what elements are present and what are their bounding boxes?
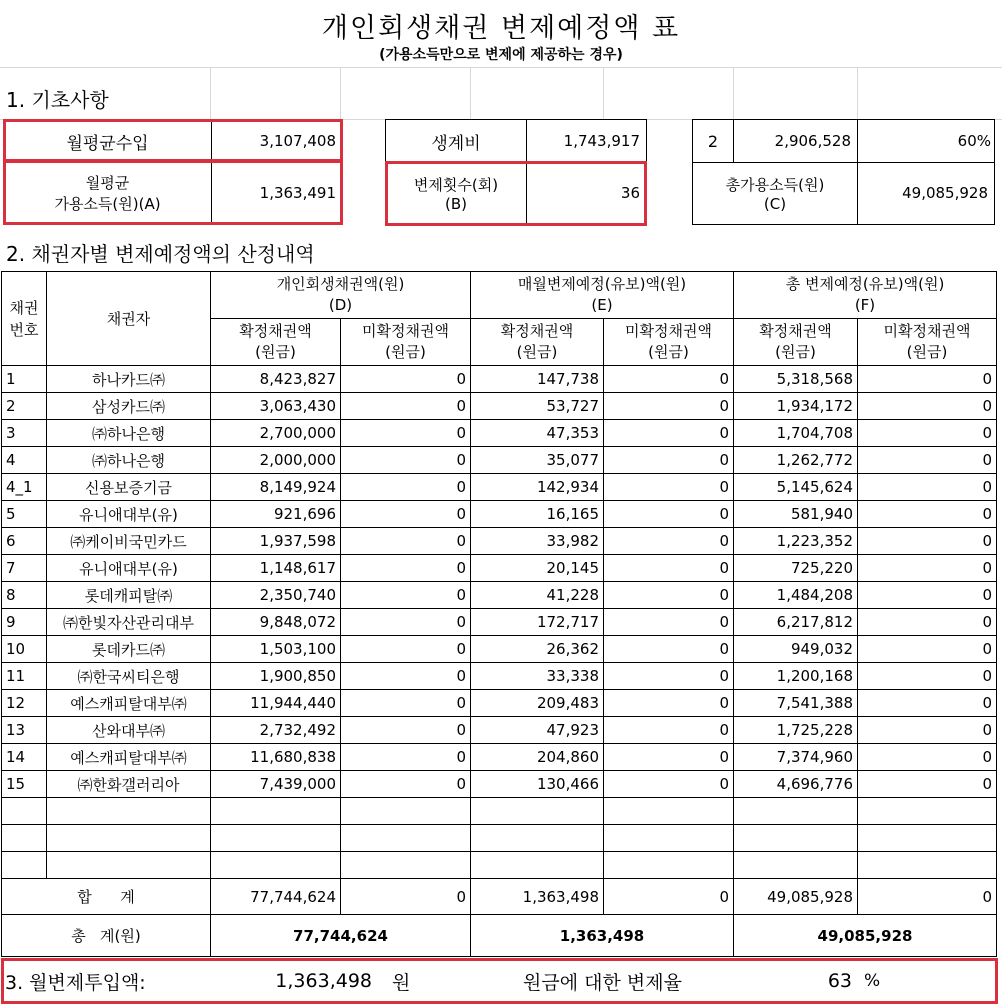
row-number: 6 (2, 528, 47, 555)
amount-cell: 6,217,812 (734, 609, 858, 636)
amount-cell: 1,484,208 (734, 582, 858, 609)
amount-cell: 33,338 (471, 663, 604, 690)
table-row (2, 771, 997, 798)
amount-cell: 0 (604, 636, 734, 663)
monthly-payment-footer (1, 958, 998, 1004)
creditor-name: 롯데캐피탈㈜ (47, 582, 211, 609)
amount-cell: 0 (341, 636, 471, 663)
amount-cell: 0 (341, 447, 471, 474)
living-label: 생계비 (431, 133, 481, 154)
total-avail-box (692, 119, 995, 225)
section-basic-title: 1. 기초사항 (6, 88, 109, 112)
row-number: 9 (2, 609, 47, 636)
gridline (210, 67, 211, 120)
amount-cell: 725,220 (734, 555, 858, 582)
amount-cell: 0 (604, 447, 734, 474)
header-monthly-repay: 매월변제예정(유보)액(원) (E) (471, 272, 734, 319)
amount-cell: 47,923 (471, 717, 604, 744)
amount-cell: 147,738 (471, 366, 604, 393)
table-row (2, 393, 997, 420)
amount-cell: 53,727 (471, 393, 604, 420)
amount-cell: 1,223,352 (734, 528, 858, 555)
creditor-name: 유니애대부(유) (47, 555, 211, 582)
total-avail-label-line1: 총가용소득(원) (725, 175, 825, 194)
header-total-repay: 총 변제예정(유보)액(원) (F) (734, 272, 997, 319)
table-row (2, 447, 997, 474)
amount-cell: 2,350,740 (211, 582, 341, 609)
row-number: 2 (2, 393, 47, 420)
row-number: 5 (2, 501, 47, 528)
family-count: 2 (707, 131, 719, 151)
living-box (385, 119, 647, 225)
table-row (2, 636, 997, 663)
amount-cell: 7,374,960 (734, 744, 858, 771)
gridline (340, 67, 341, 120)
header-claim-amount: 개인회생채권액(원) (D) (211, 272, 471, 319)
gridline (0, 67, 1002, 68)
amount-cell: 11,944,440 (211, 690, 341, 717)
creditor-name: 하나카드㈜ (47, 366, 211, 393)
row-number: 8 (2, 582, 47, 609)
sub-header-confirmed: 확정채권액 (원금) (471, 319, 604, 366)
monthly-payment-label: 3. 월변제투입액: (5, 971, 146, 994)
amount-cell: 0 (858, 393, 997, 420)
amount-cell: 0 (341, 663, 471, 690)
amount-cell: 0 (341, 501, 471, 528)
amount-cell: 1,934,172 (734, 393, 858, 420)
amount-cell: 0 (604, 501, 734, 528)
header-number: 채권 번호 (2, 272, 47, 366)
total-avail-label-line2: (C) (763, 194, 787, 213)
amount-cell: 581,940 (734, 501, 858, 528)
amount-cell: 9,848,072 (211, 609, 341, 636)
family-percent: 60% (957, 132, 991, 150)
amount-cell: 11,680,838 (211, 744, 341, 771)
amount-cell: 1,900,850 (211, 663, 341, 690)
amount-cell: 8,149,924 (211, 474, 341, 501)
amount-cell: 1,148,617 (211, 555, 341, 582)
amount-cell: 16,165 (471, 501, 604, 528)
income-box (3, 119, 343, 225)
amount-cell: 5,318,568 (734, 366, 858, 393)
table-row (2, 717, 997, 744)
gridline (470, 67, 471, 120)
amount-cell: 0 (604, 528, 734, 555)
amount-cell: 130,466 (471, 771, 604, 798)
living-value: 1,743,917 (563, 132, 640, 150)
creditor-name: ㈜한국씨티은행 (47, 663, 211, 690)
amount-cell: 0 (341, 690, 471, 717)
sub-header-unconfirmed: 미확정채권액 (원금) (604, 319, 734, 366)
sub-header-confirmed: 확정채권액 (원금) (211, 319, 341, 366)
avail-income-value: 1,363,491 (259, 184, 336, 202)
amount-cell: 0 (858, 474, 997, 501)
amount-cell: 0 (341, 393, 471, 420)
amount-cell: 20,145 (471, 555, 604, 582)
section-calc-title: 2. 채권자별 변제예정액의 산정내역 (6, 242, 315, 266)
amount-cell: 3,063,430 (211, 393, 341, 420)
monthly-income-label: 월평균수입 (66, 133, 149, 154)
amount-cell: 41,228 (471, 582, 604, 609)
monthly-income-value: 3,107,408 (259, 132, 336, 150)
amount-cell: 47,353 (471, 420, 604, 447)
amount-cell: 0 (858, 420, 997, 447)
amount-cell: 7,439,000 (211, 771, 341, 798)
amount-cell: 172,717 (471, 609, 604, 636)
table-row (2, 744, 997, 771)
amount-cell: 33,982 (471, 528, 604, 555)
amount-cell: 0 (858, 528, 997, 555)
row-number: 7 (2, 555, 47, 582)
amount-cell: 0 (858, 690, 997, 717)
row-number: 11 (2, 663, 47, 690)
avail-income-label-line1: 월평균 (85, 174, 130, 192)
amount-cell: 1,725,228 (734, 717, 858, 744)
creditor-name: ㈜하나은행 (47, 447, 211, 474)
family-amount: 2,906,528 (774, 132, 851, 150)
table-row (2, 555, 997, 582)
amount-cell: 0 (858, 717, 997, 744)
row-number: 4 (2, 447, 47, 474)
amount-cell: 0 (604, 690, 734, 717)
creditor-name: 신용보증기금 (47, 474, 211, 501)
amount-cell: 0 (858, 744, 997, 771)
avail-income-label-line2: 가용소득(원)(A) (54, 195, 161, 213)
amount-cell: 209,483 (471, 690, 604, 717)
amount-cell: 0 (858, 447, 997, 474)
amount-cell: 0 (341, 528, 471, 555)
table-row (2, 663, 997, 690)
amount-cell: 921,696 (211, 501, 341, 528)
table-row (2, 420, 997, 447)
amount-cell: 949,032 (734, 636, 858, 663)
repay-count-label-line1: 변제횟수(회) (413, 175, 499, 194)
header-creditor: 채권자 (47, 272, 211, 366)
amount-cell: 1,937,598 (211, 528, 341, 555)
amount-cell: 0 (604, 420, 734, 447)
creditor-name: ㈜케이비국민카드 (47, 528, 211, 555)
row-number: 4_1 (2, 474, 47, 501)
sum-row: 합 계 77,744,624 0 1,363,498 0 49,085,928 0 (2, 879, 997, 915)
creditor-name: 산와대부㈜ (47, 717, 211, 744)
amount-cell: 0 (341, 744, 471, 771)
amount-cell: 0 (604, 744, 734, 771)
repay-ratio-value: 63 (827, 970, 852, 992)
amount-cell: 7,541,388 (734, 690, 858, 717)
monthly-payment-unit: 원 (392, 971, 411, 994)
amount-cell: 0 (858, 555, 997, 582)
row-number: 1 (2, 366, 47, 393)
amount-cell: 26,362 (471, 636, 604, 663)
table-row (2, 582, 997, 609)
row-number: 3 (2, 420, 47, 447)
row-number: 10 (2, 636, 47, 663)
page-title: 개인회생채권 변제예정액 표 (321, 13, 681, 44)
monthly-payment-amount: 1,363,498 (275, 970, 372, 992)
sub-header-confirmed: 확정채권액 (원금) (734, 319, 858, 366)
repay-ratio-label: 원금에 대한 변제율 (523, 971, 682, 994)
amount-cell: 0 (858, 366, 997, 393)
amount-cell: 4,696,776 (734, 771, 858, 798)
sum-label: 합 계 (2, 879, 211, 915)
amount-cell: 0 (341, 717, 471, 744)
amount-cell: 0 (604, 474, 734, 501)
creditor-name: 예스캐피탈대부㈜ (47, 690, 211, 717)
amount-cell: 35,077 (471, 447, 604, 474)
amount-cell: 0 (341, 474, 471, 501)
repay-ratio-percent: % (864, 971, 881, 991)
creditor-name: 삼성카드㈜ (47, 393, 211, 420)
amount-cell: 0 (604, 393, 734, 420)
amount-cell: 0 (858, 609, 997, 636)
amount-cell: 0 (341, 582, 471, 609)
amount-cell: 5,145,624 (734, 474, 858, 501)
table-row (2, 366, 997, 393)
amount-cell: 0 (858, 582, 997, 609)
amount-cell: 1,200,168 (734, 663, 858, 690)
amount-cell: 0 (341, 609, 471, 636)
table-row (2, 690, 997, 717)
sub-header-unconfirmed: 미확정채권액 (원금) (341, 319, 471, 366)
row-number: 12 (2, 690, 47, 717)
amount-cell: 0 (341, 555, 471, 582)
creditor-name: 롯데카드㈜ (47, 636, 211, 663)
repay-count-value: 36 (620, 184, 640, 202)
amount-cell: 0 (341, 771, 471, 798)
amount-cell: 0 (858, 771, 997, 798)
amount-cell: 0 (604, 366, 734, 393)
amount-cell: 0 (858, 663, 997, 690)
amount-cell: 0 (858, 636, 997, 663)
amount-cell: 8,423,827 (211, 366, 341, 393)
amount-cell: 2,732,492 (211, 717, 341, 744)
creditor-table (1, 271, 997, 957)
creditor-name: ㈜하나은행 (47, 420, 211, 447)
repay-count-label-line2: (B) (445, 194, 467, 213)
amount-cell: 204,860 (471, 744, 604, 771)
row-number: 14 (2, 744, 47, 771)
creditor-name: ㈜한빛자산관리대부 (47, 609, 211, 636)
sub-header-unconfirmed: 미확정채권액 (원금) (858, 319, 997, 366)
creditor-name: 유니애대부(유) (47, 501, 211, 528)
total-avail-value: 49,085,928 (902, 184, 988, 202)
amount-cell: 1,704,708 (734, 420, 858, 447)
amount-cell: 2,000,000 (211, 447, 341, 474)
gridline (733, 67, 734, 120)
amount-cell: 2,700,000 (211, 420, 341, 447)
amount-cell: 0 (341, 366, 471, 393)
amount-cell: 0 (604, 663, 734, 690)
amount-cell: 0 (341, 420, 471, 447)
grand-total-label: 총 계(원) (2, 915, 211, 957)
table-row (2, 528, 997, 555)
row-number: 13 (2, 717, 47, 744)
creditor-name: 예스캐피탈대부㈜ (47, 744, 211, 771)
amount-cell: 1,262,772 (734, 447, 858, 474)
amount-cell: 1,503,100 (211, 636, 341, 663)
grand-total-row: 총 계(원) 77,744,624 1,363,498 49,085,928 (2, 915, 997, 957)
amount-cell: 0 (604, 771, 734, 798)
table-row (2, 474, 997, 501)
gridline (603, 67, 604, 120)
amount-cell: 0 (604, 582, 734, 609)
amount-cell: 0 (604, 609, 734, 636)
page-subtitle: (가용소득만으로 변제에 제공하는 경우) (379, 47, 623, 63)
table-row (2, 501, 997, 528)
gridline (857, 67, 858, 120)
row-number: 15 (2, 771, 47, 798)
amount-cell: 142,934 (471, 474, 604, 501)
amount-cell: 0 (604, 555, 734, 582)
creditor-name: ㈜한화갤러리아 (47, 771, 211, 798)
amount-cell: 0 (604, 717, 734, 744)
table-row (2, 609, 997, 636)
amount-cell: 0 (858, 501, 997, 528)
